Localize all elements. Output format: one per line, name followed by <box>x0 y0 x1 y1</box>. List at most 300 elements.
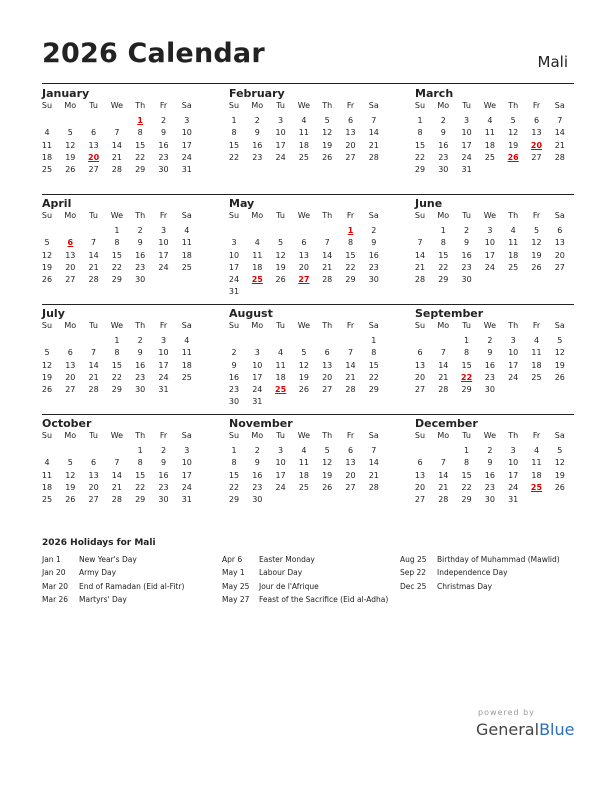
month-april <box>41 196 197 284</box>
day-cell: 14 <box>414 250 426 260</box>
holiday-list <box>222 553 388 606</box>
day-cell: 19 <box>275 262 286 272</box>
day-cell: 12 <box>554 458 565 468</box>
day-cell: 7 <box>114 458 120 468</box>
day-cell: 17 <box>508 470 519 480</box>
month-name: September <box>415 307 484 320</box>
holiday-day-cell: 20 <box>530 140 543 150</box>
day-cell: 30 <box>158 495 169 504</box>
day-cell: 7 <box>324 238 330 248</box>
day-cell: 28 <box>438 385 449 394</box>
day-cell: 29 <box>438 275 449 284</box>
day-cell: 23 <box>135 262 146 272</box>
day-cell: 15 <box>414 140 426 150</box>
weekday-header: Su <box>228 211 240 220</box>
month-name: October <box>42 417 92 430</box>
holiday-day-cell: 1 <box>137 116 143 126</box>
day-cell: 29 <box>135 495 146 504</box>
brand-logo[interactable] <box>476 720 574 739</box>
month-october <box>41 416 197 504</box>
day-cell: 31 <box>181 495 192 504</box>
day-cell: 19 <box>554 360 565 370</box>
weekday-header: We <box>110 101 124 110</box>
day-cell: 7 <box>371 116 377 126</box>
holiday-date: May 25 <box>222 581 250 591</box>
day-cell: 25 <box>298 152 309 162</box>
day-cell: 4 <box>533 336 540 346</box>
day-cell: 13 <box>414 360 426 370</box>
day-cell: 17 <box>228 262 240 272</box>
day-cell: 17 <box>181 470 192 480</box>
day-cell: 8 <box>464 348 470 358</box>
holiday-name: Independence Day <box>437 568 508 578</box>
day-cell: 17 <box>461 140 472 150</box>
day-cell: 26 <box>554 372 565 382</box>
day-cell: 23 <box>158 482 169 492</box>
day-cell: 9 <box>160 458 167 468</box>
day-cell: 4 <box>301 446 307 456</box>
holiday-item <box>42 566 184 579</box>
weekday-header: Fr <box>532 321 541 330</box>
day-cell: 21 <box>322 262 333 272</box>
day-cell: 29 <box>135 165 146 174</box>
day-cell: 29 <box>414 165 426 174</box>
day-cell: 26 <box>322 152 333 162</box>
weekday-header: Mo <box>251 431 264 440</box>
weekday-header: Su <box>414 321 426 330</box>
weekday-header: Th <box>322 101 333 110</box>
weekday-header: Mo <box>437 101 450 110</box>
weekday-header: Sa <box>368 321 379 330</box>
weekday-header: Sa <box>554 431 565 440</box>
weekday-header: Su <box>41 101 53 110</box>
day-cell: 14 <box>88 250 99 260</box>
day-cell: 2 <box>487 446 493 456</box>
weekday-header: Th <box>322 211 333 220</box>
day-cell: 22 <box>438 262 449 272</box>
day-cell: 31 <box>508 495 519 504</box>
day-cell: 1 <box>371 336 377 346</box>
day-cell: 9 <box>137 238 143 248</box>
day-cell: 14 <box>438 470 449 480</box>
day-cell: 8 <box>417 128 423 138</box>
day-cell: 9 <box>487 458 493 468</box>
weekday-header: Th <box>508 431 519 440</box>
day-cell: 11 <box>252 250 263 260</box>
day-cell: 14 <box>111 140 122 150</box>
weekday-header: Tu <box>462 101 471 110</box>
holiday-name: New Year's Day <box>79 555 137 564</box>
day-cell: 6 <box>91 128 97 138</box>
day-cell: 19 <box>554 470 565 480</box>
day-cell: 30 <box>228 397 240 407</box>
day-cell: 7 <box>417 238 423 248</box>
weekday-header: Fr <box>159 431 168 440</box>
day-cell: 16 <box>158 470 169 480</box>
holiday-day-cell: 25 <box>530 482 543 492</box>
day-cell: 10 <box>484 238 495 248</box>
day-cell: 7 <box>557 116 563 126</box>
day-cell: 2 <box>137 336 143 346</box>
day-cell: 28 <box>368 152 379 162</box>
day-cell: 16 <box>158 140 169 150</box>
day-cell: 1 <box>114 336 120 346</box>
day-cell: 15 <box>228 140 240 150</box>
day-cell: 18 <box>298 470 309 480</box>
day-cell: 3 <box>464 116 470 126</box>
day-cell: 23 <box>438 152 449 162</box>
day-cell: 14 <box>368 128 379 138</box>
day-cell: 27 <box>414 495 426 504</box>
day-cell: 18 <box>41 152 53 162</box>
day-cell: 26 <box>65 495 76 504</box>
day-cell: 28 <box>111 165 122 174</box>
day-cell: 25 <box>531 372 542 382</box>
weekday-header: Tu <box>276 431 285 440</box>
day-cell: 22 <box>461 482 472 492</box>
day-cell: 23 <box>368 262 379 272</box>
weekday-header: Tu <box>89 101 98 110</box>
day-cell: 1 <box>231 116 237 126</box>
day-cell: 10 <box>181 458 192 468</box>
day-cell: 26 <box>322 482 333 492</box>
divider <box>42 83 574 84</box>
day-cell: 29 <box>228 495 240 504</box>
weekday-header: Th <box>508 101 519 110</box>
day-cell: 2 <box>440 116 446 126</box>
weekday-header: Su <box>414 211 426 220</box>
holiday-item <box>222 566 388 579</box>
day-cell: 10 <box>275 128 286 138</box>
day-cell: 31 <box>181 165 192 174</box>
weekday-header: Th <box>135 321 146 330</box>
weekday-header: We <box>110 321 124 330</box>
day-cell: 19 <box>322 140 333 150</box>
day-cell: 15 <box>111 360 122 370</box>
holiday-date: Dec 25 <box>400 581 427 591</box>
day-cell: 10 <box>181 128 192 138</box>
day-cell: 28 <box>322 275 333 284</box>
day-cell: 31 <box>228 287 240 297</box>
holiday-item <box>42 580 184 593</box>
day-cell: 5 <box>301 348 307 358</box>
weekday-header: Su <box>414 431 426 440</box>
page-title: 2026 Calendar <box>42 38 265 69</box>
day-cell: 5 <box>533 226 540 236</box>
day-cell: 10 <box>508 348 519 358</box>
day-cell: 17 <box>275 470 286 480</box>
day-cell: 17 <box>158 360 169 370</box>
day-cell: 14 <box>368 458 379 468</box>
weekday-header: Sa <box>181 431 192 440</box>
divider <box>42 414 574 415</box>
day-cell: 12 <box>275 250 286 260</box>
day-cell: 12 <box>322 128 333 138</box>
day-cell: 2 <box>160 446 167 456</box>
day-cell: 11 <box>275 360 286 370</box>
day-cell: 20 <box>322 372 333 382</box>
day-cell: 13 <box>88 140 99 150</box>
day-cell: 26 <box>554 482 565 492</box>
holiday-date: Aug 25 <box>400 555 427 564</box>
day-cell: 28 <box>88 275 99 284</box>
holiday-name: Christmas Day <box>437 581 493 591</box>
day-cell: 13 <box>345 128 356 138</box>
day-cell: 9 <box>160 128 167 138</box>
month-january <box>41 86 197 174</box>
holiday-list <box>42 553 184 606</box>
day-cell: 6 <box>301 238 307 248</box>
day-cell: 15 <box>135 140 146 150</box>
day-cell: 26 <box>531 262 542 272</box>
day-cell: 16 <box>252 140 263 150</box>
weekday-header: Su <box>41 431 53 440</box>
day-cell: 9 <box>371 238 377 248</box>
day-cell: 3 <box>231 238 237 248</box>
day-cell: 13 <box>345 458 356 468</box>
day-cell: 23 <box>135 372 146 382</box>
day-cell: 9 <box>487 348 493 358</box>
day-cell: 26 <box>298 385 309 394</box>
weekday-header: Mo <box>64 321 77 330</box>
weekday-header: We <box>483 431 497 440</box>
day-cell: 8 <box>114 348 120 358</box>
weekday-header: We <box>110 211 124 220</box>
weekday-header: Fr <box>532 431 541 440</box>
day-cell: 2 <box>254 446 260 456</box>
day-cell: 6 <box>417 458 423 468</box>
day-cell: 8 <box>231 458 237 468</box>
day-cell: 18 <box>181 360 192 370</box>
holiday-date: May 1 <box>222 568 245 578</box>
day-cell: 9 <box>464 238 470 248</box>
day-cell: 12 <box>554 348 565 358</box>
day-cell: 10 <box>158 348 169 358</box>
day-cell: 10 <box>461 128 472 138</box>
holiday-list <box>400 553 560 593</box>
day-cell: 30 <box>135 385 146 394</box>
day-cell: 26 <box>65 165 76 174</box>
day-cell: 5 <box>44 348 50 358</box>
day-cell: 24 <box>228 275 240 284</box>
weekday-header: We <box>297 101 311 110</box>
holiday-day-cell: 25 <box>251 275 263 284</box>
day-cell: 1 <box>464 446 470 456</box>
day-cell: 30 <box>368 275 379 284</box>
day-cell: 13 <box>88 470 99 480</box>
day-cell: 31 <box>158 385 169 394</box>
day-cell: 22 <box>135 152 146 162</box>
day-cell: 21 <box>554 140 565 150</box>
day-cell: 11 <box>181 238 192 248</box>
powered-by-label: powered by <box>478 708 535 717</box>
holiday-item <box>222 580 388 593</box>
day-cell: 5 <box>557 446 563 456</box>
holiday-name: Labour Day <box>259 568 303 578</box>
day-cell: 24 <box>181 152 192 162</box>
holiday-day-cell: 27 <box>298 275 310 284</box>
day-cell: 12 <box>508 128 519 138</box>
day-cell: 27 <box>88 495 99 504</box>
day-cell: 27 <box>322 385 333 394</box>
weekday-header: Tu <box>276 321 285 330</box>
weekday-header: Tu <box>89 211 98 220</box>
weekday-header: Sa <box>554 321 565 330</box>
day-cell: 2 <box>371 226 377 236</box>
day-cell: 23 <box>252 152 263 162</box>
day-cell: 6 <box>67 348 73 358</box>
day-cell: 9 <box>254 458 260 468</box>
day-cell: 16 <box>252 470 263 480</box>
holiday-date: May 27 <box>222 594 250 604</box>
day-cell: 30 <box>484 495 495 504</box>
weekday-header: Mo <box>251 101 264 110</box>
holiday-date: Mar 20 <box>42 581 69 591</box>
day-cell: 2 <box>487 336 493 346</box>
day-cell: 2 <box>137 226 143 236</box>
weekday-header: Mo <box>64 211 77 220</box>
day-cell: 12 <box>531 238 542 248</box>
day-cell: 18 <box>484 140 495 150</box>
day-cell: 22 <box>135 482 146 492</box>
weekday-header: Fr <box>346 101 355 110</box>
day-cell: 21 <box>111 482 122 492</box>
holiday-date: Jan 1 <box>42 555 61 564</box>
day-cell: 3 <box>510 446 516 456</box>
day-cell: 7 <box>440 458 446 468</box>
holiday-item <box>400 553 560 566</box>
weekday-header: Mo <box>437 211 450 220</box>
month-december <box>414 416 570 504</box>
brand-blue: Blue <box>539 720 575 739</box>
month-name: December <box>415 417 478 430</box>
day-cell: 27 <box>65 385 76 394</box>
day-cell: 22 <box>228 152 240 162</box>
day-cell: 13 <box>554 238 565 248</box>
day-cell: 19 <box>298 372 309 382</box>
day-cell: 15 <box>438 250 449 260</box>
weekday-header: We <box>483 101 497 110</box>
day-cell: 21 <box>438 372 449 382</box>
holiday-item <box>222 553 388 566</box>
day-cell: 2 <box>231 348 237 358</box>
day-cell: 24 <box>275 482 286 492</box>
day-cell: 7 <box>347 348 354 358</box>
month-september <box>414 306 570 394</box>
day-cell: 6 <box>347 116 354 126</box>
day-cell: 23 <box>158 152 169 162</box>
weekday-header: Su <box>228 321 240 330</box>
weekday-header: Tu <box>462 321 471 330</box>
day-cell: 9 <box>231 360 237 370</box>
day-cell: 27 <box>88 165 99 174</box>
weekday-header: Sa <box>368 431 379 440</box>
weekday-header: Fr <box>159 321 168 330</box>
month-name: May <box>229 197 255 210</box>
day-cell: 8 <box>347 238 354 248</box>
day-cell: 25 <box>41 495 53 504</box>
month-june <box>414 196 570 284</box>
day-cell: 20 <box>414 482 426 492</box>
weekday-header: Sa <box>181 101 192 110</box>
day-cell: 4 <box>184 226 190 236</box>
day-cell: 22 <box>228 482 240 492</box>
month-july <box>41 306 197 394</box>
month-name: June <box>415 197 443 210</box>
weekday-header: Mo <box>251 321 264 330</box>
divider <box>42 194 574 195</box>
day-cell: 26 <box>41 275 53 284</box>
day-cell: 21 <box>368 140 379 150</box>
day-cell: 15 <box>461 470 472 480</box>
holiday-item <box>400 580 560 593</box>
day-cell: 14 <box>322 250 333 260</box>
weekday-header: Th <box>135 431 146 440</box>
day-cell: 19 <box>65 152 76 162</box>
weekday-header: Tu <box>462 211 471 220</box>
day-cell: 10 <box>158 238 169 248</box>
day-cell: 11 <box>41 470 53 480</box>
day-cell: 4 <box>487 116 493 126</box>
day-cell: 22 <box>111 372 122 382</box>
day-cell: 17 <box>252 372 263 382</box>
weekday-header: Sa <box>181 321 192 330</box>
day-cell: 24 <box>461 152 472 162</box>
day-cell: 18 <box>252 262 263 272</box>
day-cell: 1 <box>417 116 423 126</box>
day-cell: 21 <box>345 372 356 382</box>
holiday-name: Martyrs' Day <box>79 594 127 604</box>
day-cell: 4 <box>254 238 260 248</box>
day-cell: 1 <box>137 446 143 456</box>
weekday-header: Fr <box>346 321 355 330</box>
day-cell: 3 <box>160 336 167 346</box>
day-cell: 24 <box>252 385 263 394</box>
weekday-header: Th <box>508 211 519 220</box>
day-cell: 7 <box>114 128 120 138</box>
day-cell: 6 <box>91 458 97 468</box>
holiday-date: Apr 6 <box>222 555 243 564</box>
day-cell: 22 <box>111 262 122 272</box>
holiday-date: Sep 22 <box>400 568 427 578</box>
day-cell: 26 <box>275 275 286 284</box>
day-cell: 16 <box>484 470 495 480</box>
holiday-day-cell: 25 <box>275 385 287 394</box>
day-cell: 5 <box>557 336 563 346</box>
day-cell: 5 <box>324 116 330 126</box>
day-cell: 18 <box>508 250 519 260</box>
day-cell: 28 <box>368 482 379 492</box>
weekday-header: Tu <box>89 321 98 330</box>
weekday-header: Th <box>322 321 333 330</box>
day-cell: 30 <box>158 165 169 174</box>
holiday-day-cell: 26 <box>507 152 519 162</box>
holiday-day-cell: 6 <box>67 238 74 248</box>
holiday-name: Birthday of Muhammad (Mawlid) <box>437 555 560 564</box>
day-cell: 17 <box>484 250 495 260</box>
day-cell: 25 <box>298 482 309 492</box>
holiday-name: Easter Monday <box>259 555 315 564</box>
day-cell: 13 <box>298 250 309 260</box>
day-cell: 16 <box>228 372 240 382</box>
holiday-day-cell: 20 <box>88 152 100 162</box>
day-cell: 12 <box>65 140 76 150</box>
day-cell: 25 <box>181 262 192 272</box>
weekday-header: Fr <box>532 101 541 110</box>
day-cell: 5 <box>510 116 516 126</box>
divider <box>42 304 574 305</box>
day-cell: 20 <box>65 372 76 382</box>
